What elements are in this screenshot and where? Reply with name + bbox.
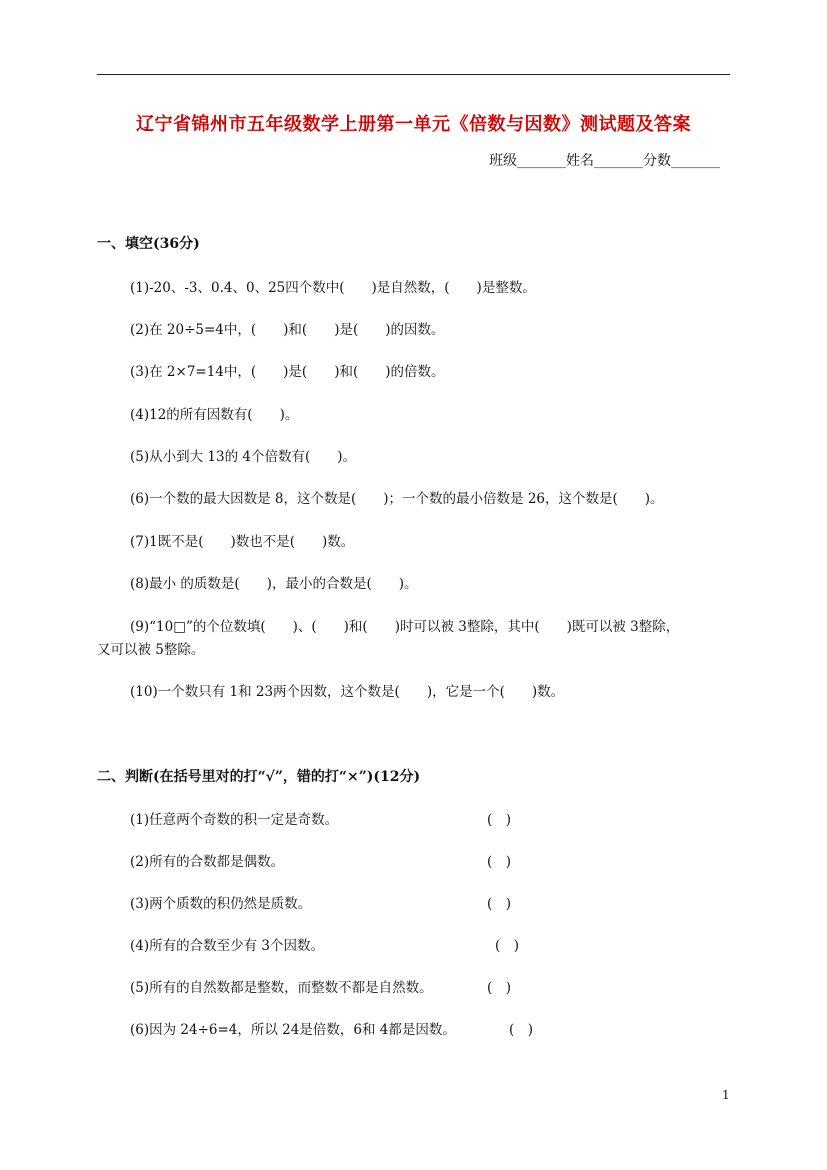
fill-item-9-continued: 又可以被 5整除。 xyxy=(97,642,205,658)
answer-bracket: ( ) xyxy=(487,980,512,996)
fill-item-5: (5)从小到大 13的 4个倍数有( )。 xyxy=(130,449,357,465)
document-title: 辽宁省锦州市五年级数学上册第一单元《倍数与因数》测试题及答案 xyxy=(136,114,691,135)
fill-item-9: (9)“10□”的个位数填( )、( )和( )时可以被 3整除，其中( )既可以被 3整除， xyxy=(130,619,680,635)
answer-bracket: ( ) xyxy=(509,1022,534,1038)
judge-item-5: (5)所有的自然数都是整数，而整数不都是自然数。 xyxy=(130,980,433,996)
judge-item-6: (6)因为 24÷6=4，所以 24是倍数，6和 4都是因数。 xyxy=(130,1022,456,1038)
judge-item-2: (2)所有的合数都是偶数。 xyxy=(130,854,285,870)
answer-bracket: ( ) xyxy=(495,938,520,954)
answer-bracket: ( ) xyxy=(487,812,512,828)
fill-item-6: (6)一个数的最大因数是 8，这个数是( )；一个数的最小倍数是 26，这个数是( )。 xyxy=(130,491,664,507)
fill-item-8: (8)最小 的质数是( )，最小的合数是( )。 xyxy=(130,576,418,592)
fill-item-1: (1)-20、-3、0.4、0、25四个数中( )是自然数，( )是整数。 xyxy=(130,280,536,296)
judge-item-4: (4)所有的合数至少有 3个因数。 xyxy=(130,938,325,954)
answer-bracket: ( ) xyxy=(487,854,512,870)
answer-bracket: ( ) xyxy=(487,896,512,912)
judge-item-1: (1)任意两个奇数的积一定是奇数。 xyxy=(130,812,339,828)
section-1-heading: 一、填空(36分) xyxy=(97,236,200,252)
fill-item-3: (3)在 2×7=14中，( )是( )和( )的倍数。 xyxy=(130,364,445,380)
fill-item-2: (2)在 20÷5=4中，( )和( )是( )的因数。 xyxy=(130,322,445,338)
fill-item-10: (10)一个数只有 1和 23两个因数，这个数是( )，它是一个( )数。 xyxy=(130,684,565,700)
page-number: 1 xyxy=(722,1088,730,1102)
student-info-line: 班级_______姓名_______分数_______ xyxy=(489,153,720,169)
header-rule xyxy=(97,74,730,75)
fill-item-4: (4)12的所有因数有( )。 xyxy=(130,407,299,423)
judge-item-3: (3)两个质数的积仍然是质数。 xyxy=(130,896,312,912)
fill-item-7: (7)1既不是( )数也不是( )数。 xyxy=(130,534,355,550)
section-2-heading: 二、判断(在括号里对的打“√”，错的打“×”)(12分) xyxy=(97,769,421,785)
